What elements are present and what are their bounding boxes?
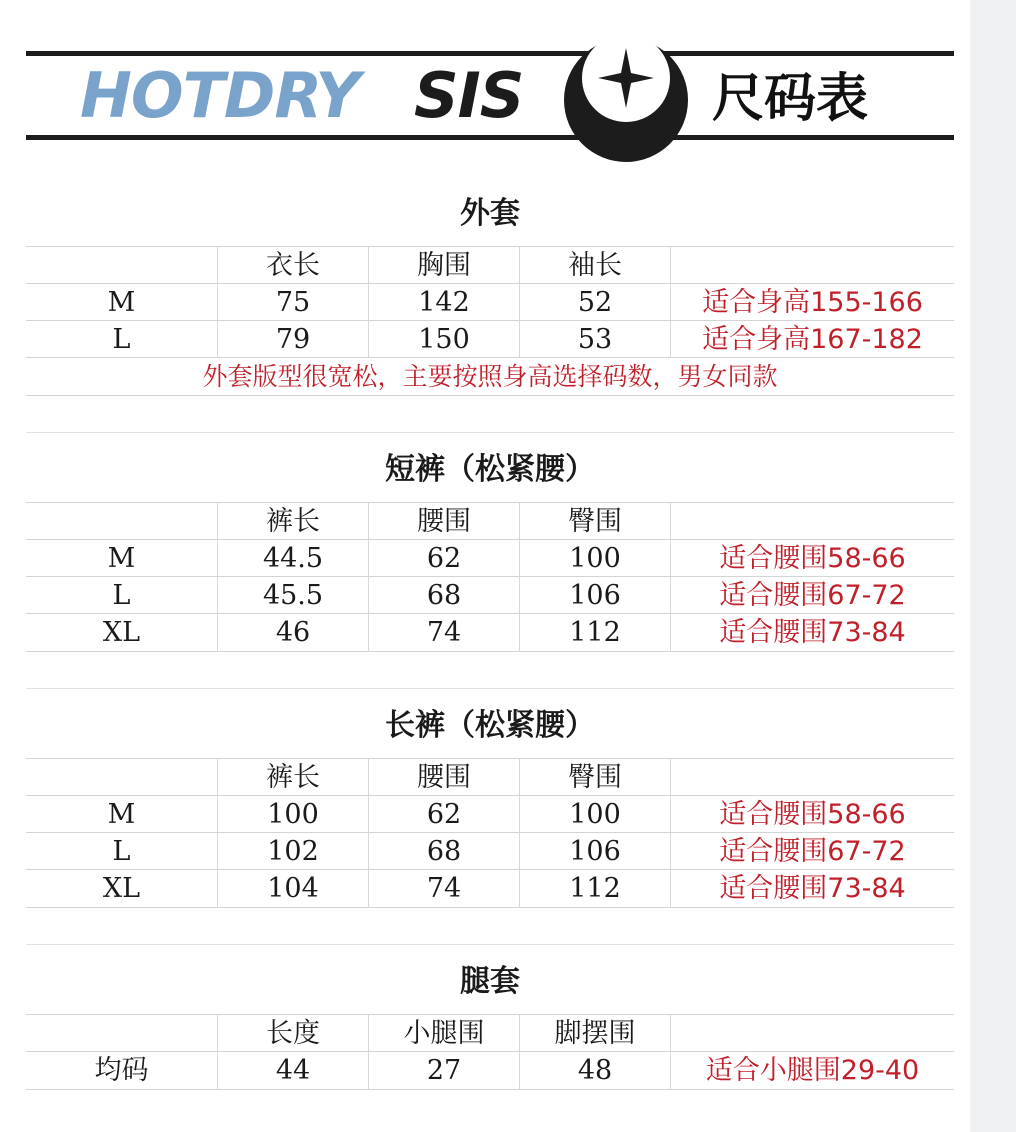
section-title: 长裤（松紧腰）: [385, 708, 595, 743]
fit-recommendation: 适合腰围67-72: [719, 836, 906, 867]
table-cell: 106: [569, 836, 621, 867]
table-header-row: [26, 758, 954, 796]
column-header: 小腿围: [403, 1018, 485, 1049]
table-cell: 79: [275, 324, 311, 355]
table-cell: 53: [577, 324, 613, 355]
fit-recommendation: 适合身高155-166: [702, 287, 923, 318]
column-header: 脚摆围: [554, 1018, 636, 1049]
divider: [26, 688, 954, 689]
fit-recommendation: 适合腰围58-66: [719, 799, 906, 830]
table-cell: 68: [426, 580, 462, 611]
table-cell: 74: [426, 873, 462, 904]
table-row: [26, 613, 954, 652]
table-cell: 44: [275, 1055, 311, 1086]
table-row: [26, 1051, 954, 1090]
column-header: 腰围: [417, 762, 471, 793]
page-title: 尺码表: [712, 69, 869, 129]
divider: [26, 432, 954, 433]
column-header: 衣长: [266, 250, 320, 281]
column-header: 袖长: [568, 250, 622, 281]
column-header: 腰围: [417, 506, 471, 537]
table-row: [26, 576, 954, 614]
column-header: 臀围: [568, 762, 622, 793]
jacket-fit-note: 外套版型很宽松，主要按照身高选择码数，男女同款: [26, 357, 954, 396]
fit-recommendation: 适合腰围73-84: [719, 617, 906, 648]
section-title: 外套: [460, 196, 520, 231]
table-row: [26, 869, 954, 908]
table-cell: 102: [267, 836, 319, 867]
table-row: [26, 539, 954, 577]
column-header: 裤长: [266, 762, 320, 793]
fit-recommendation: 适合腰围58-66: [719, 543, 906, 574]
fit-recommendation: 适合腰围67-72: [719, 580, 906, 611]
table-row: [26, 283, 954, 321]
header-top-rule: [26, 51, 954, 56]
size-label: L: [112, 580, 131, 611]
size-label: L: [112, 324, 131, 355]
size-label: M: [107, 287, 136, 318]
table-cell: 112: [569, 873, 621, 904]
table-cell: 100: [267, 799, 319, 830]
size-label: L: [112, 836, 131, 867]
divider: [26, 944, 954, 945]
table-header-row: [26, 502, 954, 540]
size-label: M: [107, 543, 136, 574]
fit-recommendation: 适合身高167-182: [702, 324, 923, 355]
table-header-row: [26, 246, 954, 284]
column-header: 臀围: [568, 506, 622, 537]
table-cell: 112: [569, 617, 621, 648]
table-row: [26, 832, 954, 870]
column-header: 胸围: [417, 250, 471, 281]
table-cell: 106: [569, 580, 621, 611]
table-header-row: [26, 1014, 954, 1052]
table-cell: 62: [426, 799, 462, 830]
table-row: [26, 320, 954, 358]
brand-name-part2: SIS: [414, 59, 524, 132]
size-chart-header: [0, 0, 1016, 170]
table-cell: 62: [426, 543, 462, 574]
table-cell: 46: [275, 617, 311, 648]
table-cell: 48: [577, 1055, 613, 1086]
table-row: [26, 795, 954, 833]
size-label: XL: [102, 873, 141, 904]
column-header: 裤长: [266, 506, 320, 537]
table-cell: 45.5: [262, 580, 324, 611]
table-cell: 27: [426, 1055, 462, 1086]
fit-recommendation: 适合小腿围29-40: [705, 1055, 920, 1086]
table-cell: 100: [569, 543, 621, 574]
table-cell: 68: [426, 836, 462, 867]
size-label: 均码: [94, 1055, 149, 1086]
table-cell: 52: [577, 287, 613, 318]
table-cell: 104: [267, 873, 319, 904]
size-label: M: [107, 799, 136, 830]
fit-recommendation: 适合腰围73-84: [719, 873, 906, 904]
section-title: 腿套: [460, 964, 520, 999]
size-label: XL: [102, 617, 141, 648]
brand-name-part1: HOTDRY: [80, 59, 360, 132]
section-title: 短裤（松紧腰）: [385, 452, 595, 487]
table-cell: 142: [418, 287, 470, 318]
column-header: 长度: [266, 1018, 320, 1049]
table-cell: 150: [418, 324, 470, 355]
moon-star-icon: [560, 34, 692, 166]
table-cell: 100: [569, 799, 621, 830]
table-cell: 44.5: [262, 543, 324, 574]
table-cell: 74: [426, 617, 462, 648]
header-bottom-rule: [26, 135, 954, 140]
table-cell: 75: [275, 287, 311, 318]
